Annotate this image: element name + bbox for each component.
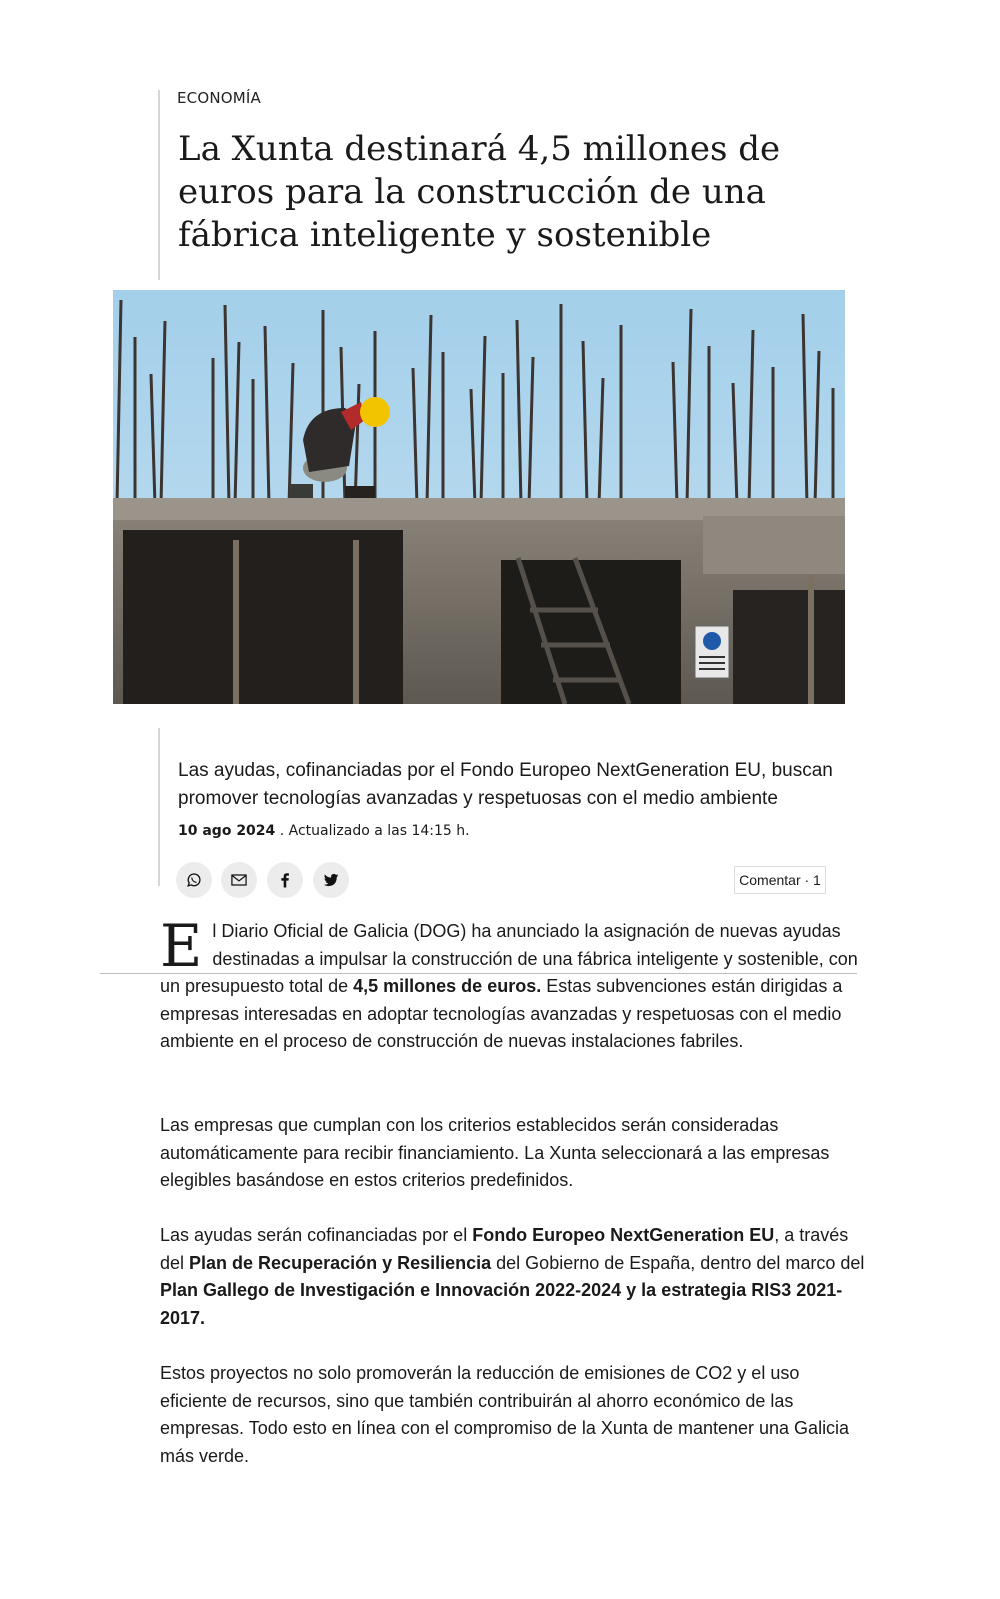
paragraph-3-bold-b: Plan de Recuperación y Resiliencia: [189, 1252, 492, 1273]
mail-icon: [229, 870, 249, 890]
subtitle-rule: [158, 728, 160, 886]
paragraph-4: Estos proyectos no solo promoverán la reducción de emisiones de CO2 y el uso eficiente de recursos, sino que también contribuirán al ahorro económico de las empresas. Todo esto en línea con el compromiso de la Xunta de mantener una Galicia más verde.: [160, 1363, 850, 1466]
share-twitter-button[interactable]: [313, 862, 349, 898]
drop-cap: E: [160, 912, 203, 980]
paragraph-3-text-b: , a través del: [160, 1225, 849, 1273]
paragraph-1-text: l Diario Oficial de Galicia (DOG) ha anunciado la asignación de nuevas ayudas destinadas a impulsar la construcción de una fábrica inteligente y sostenible, con un presupuesto total de: [160, 921, 858, 996]
paragraph-3: [160, 1222, 870, 1332]
comment-button[interactable]: Comentar · 1: [734, 866, 826, 894]
paragraph-2: Las empresas que cumplan con los criterios establecidos serán consideradas automáticamente para recibir financiamiento. La Xunta seleccionará a las empresas elegibles basándose en estos criterios predefinidos.: [160, 1115, 830, 1190]
share-whatsapp-button[interactable]: [176, 862, 212, 898]
share-facebook-button[interactable]: [267, 862, 303, 898]
publish-date: 10 ago 2024: [178, 823, 276, 839]
page-title: La Xunta destinará 4,5 millones de euros para la construcción de una fábrica inteligente y sostenible: [178, 129, 781, 255]
hero-photo: [113, 290, 845, 704]
paragraph-1-bold: 4,5 millones de euros.: [353, 976, 542, 996]
twitter-icon: [321, 870, 341, 890]
paragraph-1-text-end: Estas subvenciones están dirigidas a empresas interesadas en adoptar tecnologías avanzadas y respetuosas con el medio ambiente en el proceso de construcción de nuevas instalaciones fabriles.: [160, 976, 843, 1051]
section-label[interactable]: ECONOMÍA: [177, 89, 262, 107]
paragraph-1: [160, 912, 870, 1056]
share-mail-button[interactable]: [221, 862, 257, 898]
paragraph-3-text-a: Las ayudas serán cofinanciadas por el: [160, 1225, 473, 1245]
updated-time: . Actualizado a las 14:15 h.: [279, 823, 470, 839]
facebook-icon: [275, 870, 295, 890]
article-subtitle: Las ayudas, cofinanciadas por el Fondo Europeo NextGeneration EU, buscan promover tecnologías avanzadas y respetuosas con el medio ambiente: [178, 760, 833, 809]
paragraph-3-bold-a: Fondo Europeo NextGeneration EU: [472, 1225, 775, 1245]
section-rule: [158, 90, 160, 280]
dateline: [178, 823, 470, 839]
whatsapp-icon: [184, 870, 204, 890]
paragraph-3-text-c: del Gobierno de España, dentro del marco del: [491, 1252, 865, 1273]
paragraph-3-bold-c: Plan Gallego de Investigación e Innovación 2022-2024 y la estrategia RIS3 2021-2017.: [160, 1280, 843, 1328]
